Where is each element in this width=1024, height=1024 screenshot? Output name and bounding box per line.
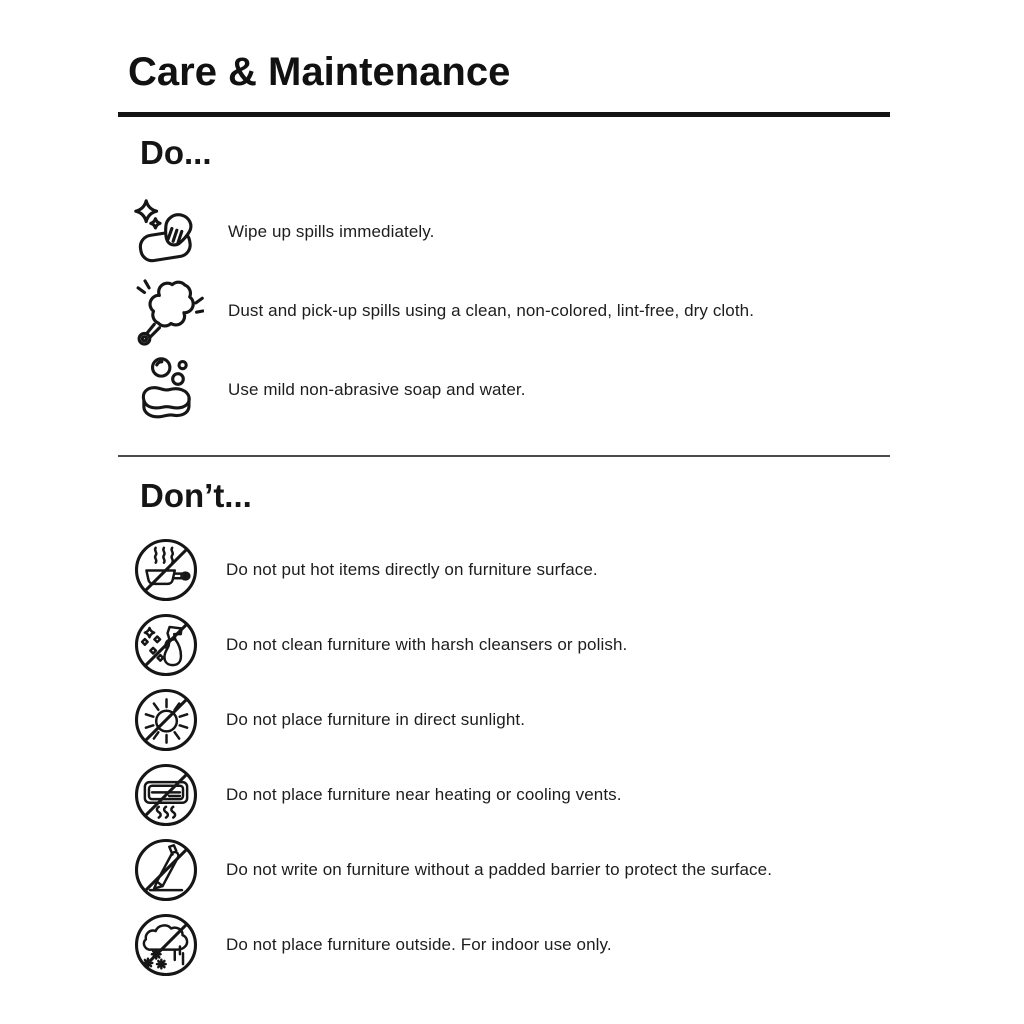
no-hot-items-icon [133,537,199,603]
do-list [0,193,1024,430]
dont-list [0,533,1024,983]
dont-item-text: Do not place furniture outside. For indoor use only. [226,935,612,955]
do-item-text: Dust and pick-up spills using a clean, non-colored, lint-free, dry cloth. [228,301,755,321]
no-direct-sunlight-icon [133,687,199,753]
wipe-hand-icon [130,195,204,269]
section-divider [118,455,890,457]
page-title: Care & Maintenance [128,50,511,94]
dont-item-row [0,833,1024,908]
dont-item-text: Do not place furniture in direct sunlight. [226,710,526,730]
dont-item-text: Do not write on furniture without a padded barrier to protect the surface. [226,860,773,880]
dont-item-row [0,533,1024,608]
do-item-row [0,351,1024,430]
dont-item-row [0,908,1024,983]
no-harsh-cleansers-icon [133,612,199,678]
soap-sponge-icon [130,353,204,427]
no-writing-icon [133,837,199,903]
dont-item-row [0,608,1024,683]
do-heading: Do... [140,134,212,171]
do-item-text: Wipe up spills immediately. [228,222,435,242]
feather-duster-icon [130,274,204,348]
dont-section [0,477,1024,983]
do-section [0,134,1024,430]
dont-heading: Don’t... [140,477,252,514]
do-item-text: Use mild non-abrasive soap and water. [228,380,526,400]
dont-item-text: Do not place furniture near heating or cooling vents. [226,785,622,805]
dont-item-text: Do not clean furniture with harsh cleansers or polish. [226,635,628,655]
title-divider [118,112,890,117]
dont-item-row [0,683,1024,758]
do-item-row [0,193,1024,272]
no-outdoor-use-icon [133,912,199,978]
do-item-row [0,272,1024,351]
no-heating-vents-icon [133,762,199,828]
dont-item-text: Do not put hot items directly on furniture surface. [226,560,598,580]
dont-item-row [0,758,1024,833]
